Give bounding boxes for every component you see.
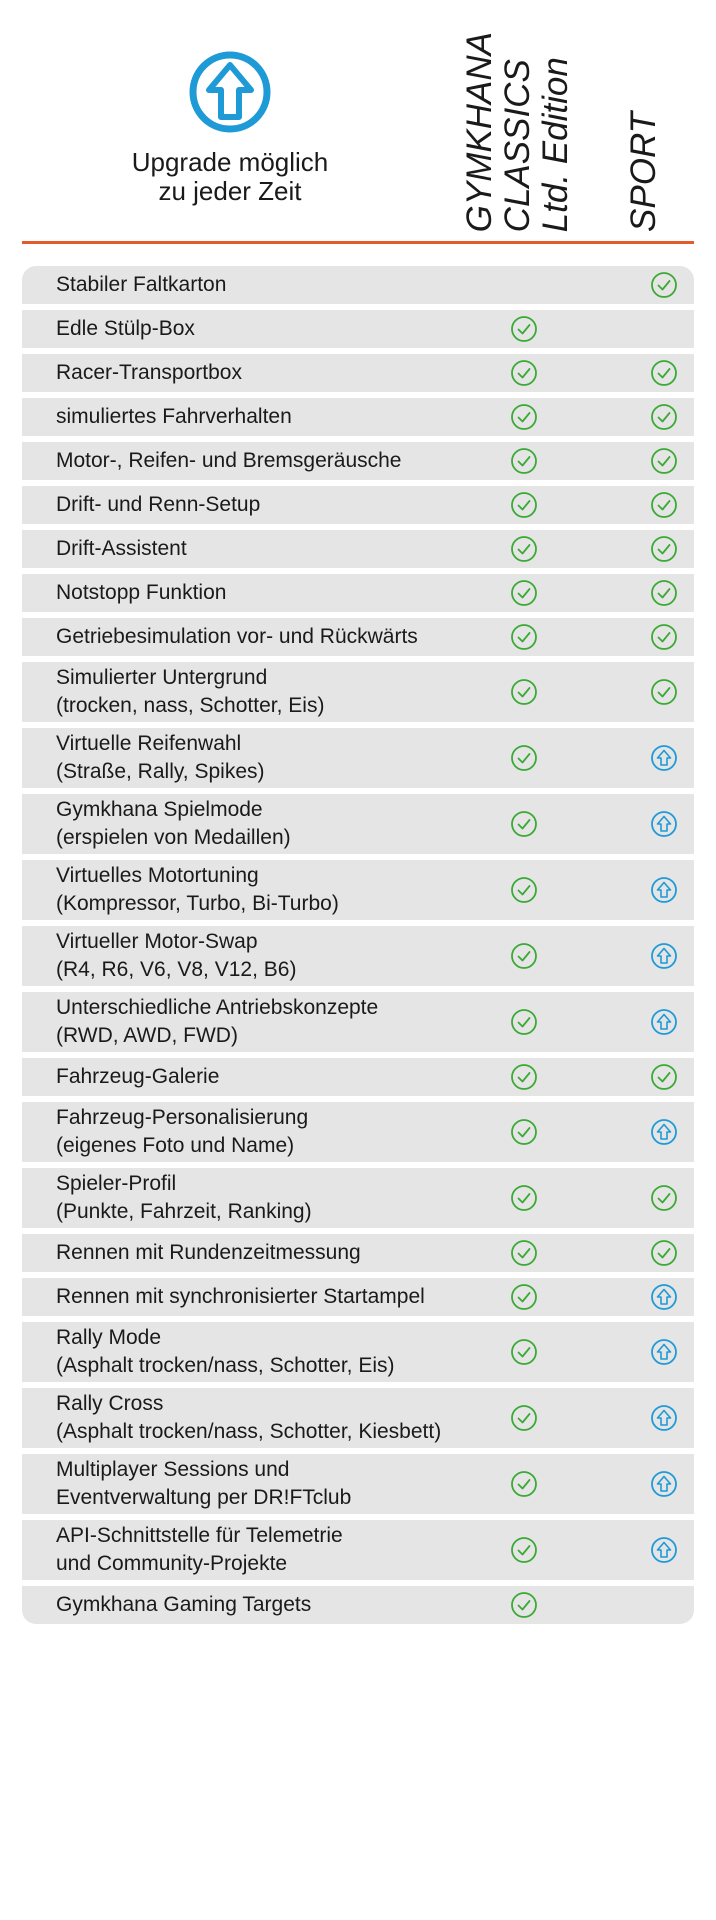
table-row [22, 794, 694, 854]
feature-label [56, 579, 226, 607]
upgrade-arrow-icon [650, 1118, 678, 1146]
check-circle-icon [510, 315, 538, 343]
check-circle-icon [650, 1184, 678, 1212]
check-circle-icon [650, 678, 678, 706]
check-circle-icon [510, 744, 538, 772]
feature-label [56, 403, 292, 431]
column-header-gymkhana-classics [461, 32, 575, 232]
table-row [22, 926, 694, 986]
table-row [22, 860, 694, 920]
column-header-line: GYMKHANA [460, 31, 499, 232]
check-circle-icon [650, 271, 678, 299]
column-header-line: SPORT [624, 112, 663, 232]
feature-label [56, 1456, 351, 1512]
upgrade-arrow-icon [650, 1404, 678, 1432]
feature-label [56, 491, 260, 519]
upgrade-arrow-icon [650, 876, 678, 904]
check-circle-icon [510, 623, 538, 651]
check-circle-icon [510, 942, 538, 970]
table-row [22, 618, 694, 656]
check-circle-icon [510, 810, 538, 838]
upgrade-caption [100, 148, 360, 206]
feature-label [56, 1390, 441, 1446]
header-divider [22, 241, 694, 244]
upgrade-arrow-icon [650, 1283, 678, 1311]
upgrade-arrow-icon [650, 1338, 678, 1366]
feature-label [56, 1283, 425, 1311]
feature-label-line: (erspielen von Medaillen) [56, 826, 291, 849]
feature-label [56, 359, 242, 387]
check-circle-icon [650, 623, 678, 651]
table-row [22, 310, 694, 348]
feature-label [56, 1063, 219, 1091]
check-circle-icon [510, 447, 538, 475]
check-circle-icon [650, 403, 678, 431]
upgrade-arrow-icon [650, 1536, 678, 1564]
check-circle-icon [650, 359, 678, 387]
check-circle-icon [510, 876, 538, 904]
table-row [22, 354, 694, 392]
table-row [22, 1234, 694, 1272]
check-circle-icon [510, 491, 538, 519]
feature-label-line: Drift-Assistent [56, 537, 187, 560]
check-circle-icon [650, 579, 678, 607]
upgrade-arrow-icon [650, 1008, 678, 1036]
feature-label [56, 730, 265, 786]
feature-label-line: Racer-Transportbox [56, 361, 242, 384]
table-row [22, 1102, 694, 1162]
feature-label-line: Eventverwaltung per DR!FTclub [56, 1486, 352, 1509]
table-row [22, 266, 694, 304]
feature-label-line: API-Schnittstelle für Telemetrie [56, 1524, 343, 1547]
feature-label-line: (eigenes Foto und Name) [56, 1134, 295, 1157]
feature-label-line: Rally Cross [56, 1392, 164, 1415]
feature-label-line: Simulierter Untergrund [56, 666, 268, 689]
check-circle-icon [510, 1063, 538, 1091]
feature-label-line: simuliertes Fahrverhalten [56, 405, 292, 428]
feature-label-line: Unterschiedliche Antriebskonzepte [56, 996, 379, 1019]
feature-label [56, 1591, 311, 1619]
table-row [22, 662, 694, 722]
table-row [22, 442, 694, 480]
feature-label [56, 1522, 343, 1578]
check-circle-icon [510, 1239, 538, 1267]
feature-label [56, 862, 339, 918]
check-circle-icon [510, 579, 538, 607]
check-circle-icon [510, 359, 538, 387]
check-circle-icon [510, 1404, 538, 1432]
upgrade-arrow-icon [650, 1470, 678, 1498]
check-circle-icon [510, 1536, 538, 1564]
table-row [22, 398, 694, 436]
feature-label-line: Drift- und Renn-Setup [56, 493, 261, 516]
feature-label [56, 1239, 361, 1267]
feature-label [56, 623, 418, 651]
table-row [22, 1058, 694, 1096]
check-circle-icon [510, 1008, 538, 1036]
table-row [22, 1520, 694, 1580]
column-header-line: Ltd. Edition [536, 56, 575, 232]
feature-label-line: Multiplayer Sessions und [56, 1458, 290, 1481]
feature-label-line: Gymkhana Spielmode [56, 798, 263, 821]
check-circle-icon [650, 447, 678, 475]
feature-label [56, 1104, 308, 1160]
table-row [22, 1278, 694, 1316]
check-circle-icon [510, 403, 538, 431]
feature-label-line: Gymkhana Gaming Targets [56, 1593, 312, 1616]
feature-label-line: Fahrzeug-Personalisierung [56, 1106, 309, 1129]
feature-label [56, 928, 296, 984]
check-circle-icon [510, 1338, 538, 1366]
feature-label-line: Virtueller Motor-Swap [56, 930, 258, 953]
feature-label-line: (trocken, nass, Schotter, Eis) [56, 694, 325, 717]
column-header-line: CLASSICS [498, 58, 537, 232]
arrow-up-circle-icon [188, 50, 272, 134]
table-row [22, 1322, 694, 1382]
table-row [22, 1168, 694, 1228]
feature-label [56, 535, 187, 563]
check-circle-icon [650, 491, 678, 519]
feature-label [56, 994, 378, 1050]
table-row [22, 486, 694, 524]
check-circle-icon [510, 1118, 538, 1146]
feature-label [56, 447, 402, 475]
table-row [22, 728, 694, 788]
feature-label-line: Virtuelles Motortuning [56, 864, 259, 887]
check-circle-icon [510, 1591, 538, 1619]
feature-label-line: und Community-Projekte [56, 1552, 288, 1575]
feature-label-line: Edle Stülp-Box [56, 317, 195, 340]
feature-label-line: Notstopp Funktion [56, 581, 227, 604]
feature-label-line: Fahrzeug-Galerie [56, 1065, 220, 1088]
table-row [22, 530, 694, 568]
feature-label-line: Rennen mit Rundenzeitmessung [56, 1241, 361, 1264]
feature-label [56, 1324, 394, 1380]
check-circle-icon [510, 1283, 538, 1311]
upgrade-arrow-icon [650, 810, 678, 838]
feature-label-line: (Kompressor, Turbo, Bi-Turbo) [56, 892, 339, 915]
feature-label-line: Virtuelle Reifenwahl [56, 732, 242, 755]
table-row [22, 1454, 694, 1514]
feature-label-line: Motor-, Reifen- und Bremsgeräusche [56, 449, 402, 472]
upgrade-arrow-icon [650, 744, 678, 772]
upgrade-legend [100, 50, 360, 206]
comparison-header [0, 0, 716, 244]
feature-label [56, 315, 195, 343]
feature-label [56, 1170, 312, 1226]
check-circle-icon [510, 678, 538, 706]
check-circle-icon [510, 1184, 538, 1212]
feature-label-line: Stabiler Faltkarton [56, 273, 227, 296]
feature-label-line: (Asphalt trocken/nass, Schotter, Eis) [56, 1354, 395, 1377]
feature-label-line: Rally Mode [56, 1326, 162, 1349]
feature-label [56, 796, 291, 852]
feature-label-line: Spieler-Profil [56, 1172, 177, 1195]
check-circle-icon [510, 1470, 538, 1498]
feature-table [22, 266, 694, 1624]
check-circle-icon [650, 1063, 678, 1091]
table-row [22, 1586, 694, 1624]
check-circle-icon [650, 1239, 678, 1267]
column-header-sport [625, 112, 663, 232]
table-row [22, 992, 694, 1052]
feature-label [56, 664, 324, 720]
feature-label-line: (Asphalt trocken/nass, Schotter, Kiesbett) [56, 1420, 442, 1443]
check-circle-icon [650, 535, 678, 563]
table-row [22, 1388, 694, 1448]
feature-label-line: (R4, R6, V6, V8, V12, B6) [56, 958, 297, 981]
feature-label [56, 271, 226, 299]
check-circle-icon [510, 535, 538, 563]
table-row [22, 574, 694, 612]
upgrade-caption-line: zu jeder Zeit [158, 176, 302, 206]
upgrade-arrow-icon [650, 942, 678, 970]
feature-label-line: Rennen mit synchronisierter Startampel [56, 1285, 425, 1308]
feature-label-line: (Straße, Rally, Spikes) [56, 760, 265, 783]
feature-label-line: Getriebesimulation vor- und Rückwärts [56, 625, 418, 648]
feature-label-line: (RWD, AWD, FWD) [56, 1024, 238, 1047]
feature-label-line: (Punkte, Fahrzeit, Ranking) [56, 1200, 312, 1223]
upgrade-caption-line: Upgrade möglich [131, 147, 329, 177]
